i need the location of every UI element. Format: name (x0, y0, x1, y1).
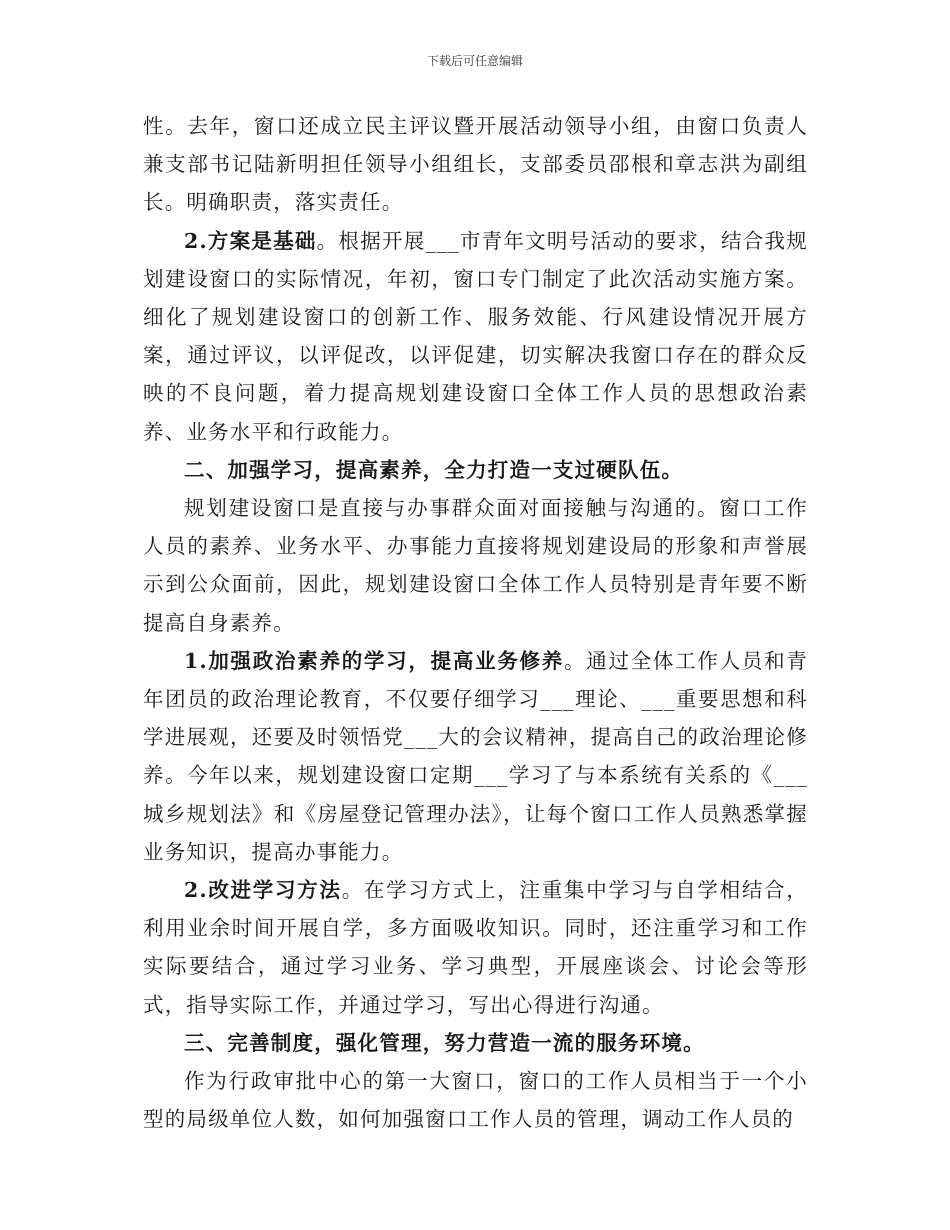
paragraph-text: 作为行政审批中心的第一大窗口，窗口的工作人员相当于一个小型的局级单位人数，如何加强窗口工作人员的管理，调动工作人员的 (143, 1069, 808, 1132)
paragraph-management (143, 1062, 808, 1138)
page-header: 下载后可任意编辑 (426, 54, 523, 68)
paragraph-intro-study (143, 489, 808, 642)
section-heading-3: 三、完善制度，强化管理，努力营造一流的服务环境。 (184, 1030, 705, 1055)
paragraph-plan (143, 222, 808, 451)
paragraph-text: 。在学习方式上，注重集中学习与自学相结合，利用业余时间开展自学，多方面吸收知识。同时，还注重学习和工作实际要结合，通过学习业务、学习典型，开展座谈会、讨论会等形式，指导实际工作，并通过学习，写出心得进行沟通。 (143, 878, 808, 1017)
section-heading-2: 二、加强学习，提高素养，全力打造一支过硬队伍。 (184, 457, 684, 482)
paragraph-text: 。通过全体工作人员和青年团员的政治理论教育，不仅要仔细学习___理论、___重要思想和科学进展观，还要及时领悟党___大的会议精神，提高自己的政治理论修养。今年以来，规划建设窗口定期___学习了与本系统有关系的《___城乡规划法》和《房屋登记管理办法》，让每个窗口工作人员熟悉掌握业务知识，提高办事能力。 (143, 648, 809, 864)
paragraph-lead: 2.方案是基础 (184, 228, 317, 253)
paragraph-lead: 2.改进学习方法 (184, 878, 342, 903)
paragraph-text: 规划建设窗口是直接与办事群众面对面接触与沟通的。窗口工作人员的素养、业务水平、办事能力直接将规划建设局的形象和声誉展示到公众面前，因此，规划建设窗口全体工作人员特别是青年要不断提高自身素养。 (143, 496, 808, 635)
paragraph-text: 。根据开展___市青年文明号活动的要求，结合我规划建设窗口的实际情况，年初，窗口专门制定了此次活动实施方案。细化了规划建设窗口的创新工作、服务效能、行风建设情况开展方案，通过评议，以评促改，以评促建，切实解决我窗口存在的群众反映的不良问题，着力提高规划建设窗口全体工作人员的思想政治素养、业务水平和行政能力。 (143, 228, 808, 444)
paragraph-continuation (143, 107, 808, 222)
document-body (143, 107, 808, 1138)
paragraph-text: 性。去年，窗口还成立民主评议暨开展活动领导小组，由窗口负责人兼支部书记陆新明担任领导小组组长，支部委员邵根和章志洪为副组长。明确职责，落实责任。 (143, 114, 808, 215)
paragraph-lead: 1.加强政治素养的学习，提高业务修养 (184, 648, 565, 673)
paragraph-political-study (143, 642, 808, 871)
paragraph-study-method (143, 871, 808, 1024)
